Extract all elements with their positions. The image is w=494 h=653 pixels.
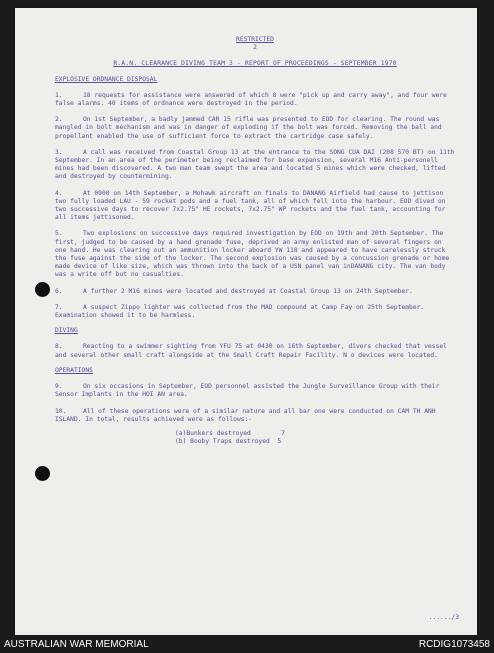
result-value: 7 [281, 429, 285, 437]
punch-hole [35, 282, 50, 297]
page-number: 2 [253, 44, 257, 52]
result-label: (a)Bunkers destroyed [175, 429, 251, 437]
paragraph [55, 230, 455, 279]
result-label: (b) Booby Traps destroyed [175, 438, 270, 446]
paragraph [55, 304, 455, 320]
paragraph-number: 7. [55, 303, 63, 311]
paragraph-number: 9. [55, 383, 63, 391]
paragraph [55, 92, 455, 108]
paragraph-number: 6. [55, 287, 63, 295]
document-page [15, 8, 477, 635]
paragraph-text: On 1st September, a badly jammed CAR 15 rifle was presented to EOD for clearing. The round was mangled in bolt mechanism and was in danger of exploding if the bolt was forced. Removing the ball and propellant enabled the use of sufficient force to extract the cartridge case safely. [55, 116, 442, 140]
paragraph-number: 8. [55, 343, 63, 351]
typed-text [55, 36, 455, 446]
result-item [175, 430, 455, 438]
paragraph-text: A call was received from Coastal Group 13 at the entrance to the SONG CUA DAI (208 570 BT) on 11th September. In an area of the perimeter being reclaimed for base expansion, several M16 Anti-personell mines had been discovered. A two man team swept the area and located 5 mines which were checked, lifted and destroyed by countermining. [55, 148, 455, 181]
paragraph-number: 2. [55, 116, 63, 124]
paragraph [55, 383, 455, 399]
archive-footer [0, 635, 494, 653]
paragraph-number: 1. [55, 91, 63, 99]
paragraph-number: 3. [55, 148, 63, 156]
paragraph-text: 18 requests for assistance were answered of which 8 were "pick up and carry away", and four were false alarms. 40 items of ordnance were destroyed in the period. [55, 91, 447, 108]
paragraph-number: 10. [55, 407, 67, 415]
paragraph [55, 288, 455, 296]
report-title: R.A.N. CLEARANCE DIVING TEAM 3 - REPORT OF PROCEEDINGS - SEPTEMBER 1970 [113, 60, 397, 68]
section-heading-diving: DIVING [55, 327, 78, 335]
paragraph [55, 343, 455, 359]
paragraph-text: A suspect Zippo lighter was collected from the MAD compound at Camp Fay on 25th September. Examination showed it to be harmless. [55, 303, 425, 320]
section-heading-operations: OPERATIONS [55, 366, 93, 374]
paragraph-text: Reacting to a swimmer sighting from YFU 75 at 0430 on 16th September, divers checked that vessel and several other small craft alongside at the Small Craft Repair Facility. N o devices were located. [55, 343, 447, 359]
punch-hole [35, 466, 50, 481]
page-continuation: ....../3 [428, 614, 459, 621]
footer-source: AUSTRALIAN WAR MEMORIAL [4, 639, 149, 650]
paragraph-text: At 0900 on 14th September, a Mohawk aircraft on finals to DANANG Airfield had cause to jettison two fully loaded LAU - 59 rocket pods and a fuel tank, all of which fell into the harbour. EOD dived on two successive days to recover 7x2.75" HE rockets, 7x2.75" WP rockets and the fuel tank, accounting for all items jettisoned. [55, 189, 446, 222]
result-item [175, 438, 455, 446]
paragraph-number: 4. [55, 189, 63, 197]
footer-record-id: RCDIG1073458 [418, 639, 490, 650]
section-heading-eod: EXPLOSIVE ORDNANCE DISPOSAL [55, 75, 158, 83]
paragraph-text: On six occasions in September, EOD personnel assisted the Jungle Surveillance Group with their Sensor Implants in the HOI AN area. [55, 383, 440, 399]
paragraph-text: Two explosions on successive days required investigation by EOD on 19th and 20th September. The first, judged to be caused by a hand grenade fuse, deprived an army enlisted man of several fingers on one hand. He was clearing out an ammunition locker aboard YW 118 and appeared to have carelessly struck the fuse against the side of the locker. The second explosion was caused by a concussion grenade or home made device of like size, which was thrown into the back of a USN panel van inDANANG city. The van body was a write off but no casualties. [55, 230, 450, 279]
paragraph-text: A further 2 M16 mines were located and destroyed at Coastal Group 13 on 24th September. [83, 287, 413, 295]
paragraph [55, 190, 455, 223]
paragraph [55, 116, 455, 141]
classification: RESTRICTED [236, 36, 274, 43]
result-value: 5 [277, 438, 282, 446]
paragraph [55, 408, 455, 424]
results-list [175, 430, 455, 446]
paragraph-number: 5. [55, 230, 63, 238]
paragraph [55, 149, 455, 182]
paragraph-text: All of these operations were of a similar nature and all bar one were conducted on CAM TH ANH ISLAND. In total, results achieved were as follows:- [55, 407, 436, 423]
